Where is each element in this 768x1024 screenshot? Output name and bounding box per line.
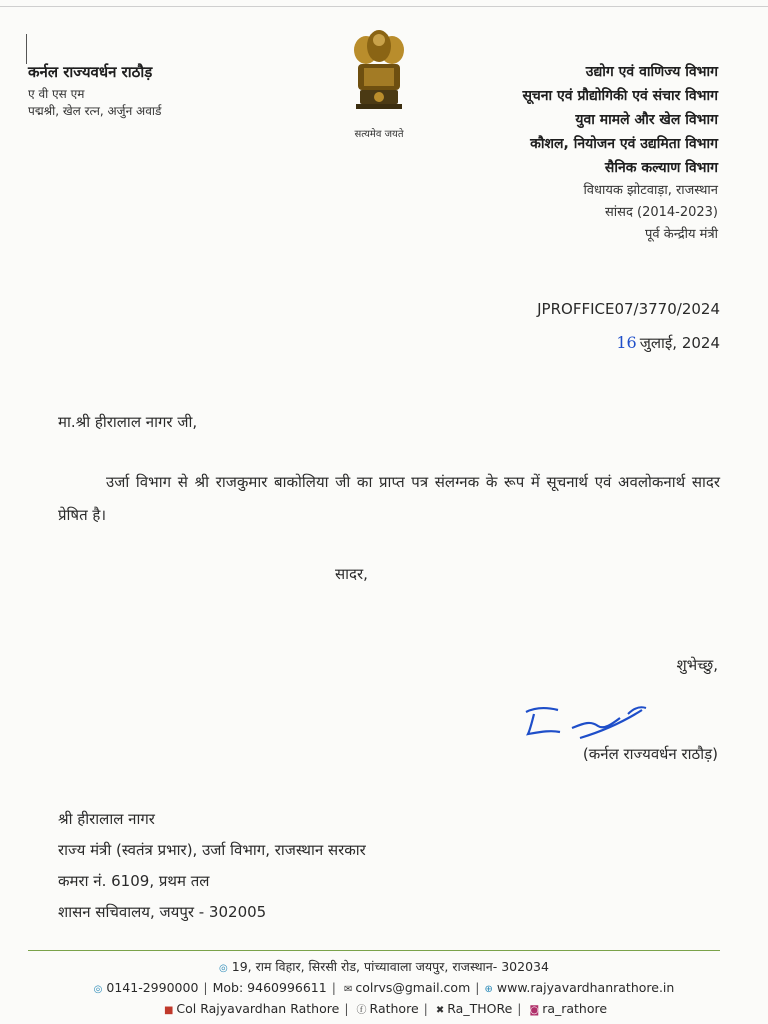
footer-divider xyxy=(28,950,720,951)
handwritten-signature xyxy=(520,702,650,748)
letter-date xyxy=(537,326,720,360)
salutation: मा.श्री हीरालाल नागर जी, xyxy=(58,413,198,431)
reference-block xyxy=(537,292,720,360)
designation-line: सांसद (2014-2023) xyxy=(605,205,718,220)
sender-credentials: ए वी एस एम xyxy=(28,87,85,101)
location-icon: ◎ xyxy=(219,963,228,974)
footer-phone: 0141-2990000 xyxy=(106,980,199,995)
designation-line: विधायक झोटवाड़ा, राजस्थान xyxy=(583,183,718,198)
sender-name: कर्नल राज्यवर्धन राठौड़ xyxy=(28,63,153,81)
margin-mark xyxy=(26,34,27,64)
respect-line: सादर, xyxy=(335,565,368,583)
department-line: सूचना एवं प्रौद्योगिकी एवं संचार विभाग xyxy=(522,88,718,104)
phone-icon: ◎ xyxy=(93,984,103,995)
page-top-edge xyxy=(0,6,768,7)
social-facebook[interactable]: Rathore xyxy=(369,1001,419,1016)
reference-number: JPROFFICE07/3770/2024 xyxy=(537,300,720,318)
footer-address-row xyxy=(0,958,768,975)
footer-website[interactable]: www.rajyavardhanrathore.in xyxy=(496,980,675,995)
footer-contact-row: ◎ 0141-2990000 | Mob: 9460996611 | ✉ colrvs@gmail.com | ⊕ www.rajyavardhanrathore.in xyxy=(93,980,675,995)
footer-email[interactable]: colrvs@gmail.com xyxy=(355,980,471,995)
date-month-year: जुलाई, 2024 xyxy=(639,334,720,352)
facebook-icon: ⓕ xyxy=(356,1005,367,1016)
departments-block xyxy=(522,60,718,246)
sender-awards: पद्मश्री, खेल रत्न, अर्जुन अवार्ड xyxy=(28,104,162,118)
recipient-address xyxy=(58,804,366,928)
department-line: उद्योग एवं वाणिज्य विभाग xyxy=(585,64,718,80)
footer-social-row: ■ Col Rajyavardhan Rathore | ⓕ Rathore | ✖ Ra_THORe | ◙ ra_rathore xyxy=(163,1001,608,1016)
recipient-line: कमरा नं. 6109, प्रथम तल xyxy=(58,872,210,890)
email-icon: ✉ xyxy=(343,984,353,995)
recipient-line: श्री हीरालाल नागर xyxy=(58,810,155,828)
closing-line: शुभेच्छु, xyxy=(676,656,718,674)
department-line: सैनिक कल्याण विभाग xyxy=(604,160,718,176)
social-instagram[interactable]: ra_rathore xyxy=(542,1001,608,1016)
footer-mobile: Mob: 9460996611 xyxy=(212,980,327,995)
emblem-motto: सत्यमेव जयते xyxy=(354,129,404,140)
national-emblem xyxy=(344,28,414,140)
handwritten-day: 16 xyxy=(616,333,637,352)
footer-address: 19, राम विहार, सिरसी रोड, पांच्यावाला जयपुर, राजस्थान- 302034 xyxy=(231,959,549,974)
recipient-line: शासन सचिवालय, जयपुर - 302005 xyxy=(58,903,267,921)
twitter-icon: ✖ xyxy=(435,1005,445,1016)
sender-block xyxy=(28,62,161,120)
department-line: युवा मामले और खेल विभाग xyxy=(575,112,718,128)
department-line: कौशल, नियोजन एवं उद्यमिता विभाग xyxy=(530,136,718,152)
social-youtube[interactable]: Col Rajyavardhan Rathore xyxy=(176,1001,340,1016)
recipient-line: राज्य मंत्री (स्वतंत्र प्रभार), उर्जा विभाग, राजस्थान सरकार xyxy=(58,841,366,859)
globe-icon: ⊕ xyxy=(484,984,493,995)
ashoka-emblem-icon xyxy=(346,28,412,120)
designation-line: पूर्व केन्द्रीय मंत्री xyxy=(644,227,718,242)
youtube-icon: ■ xyxy=(163,1005,174,1016)
letter-body: उर्जा विभाग से श्री राजकुमार बाकोलिया जी का प्राप्त पत्र संलग्नक के रूप में सूचनार्थ एवं अवलोकनार्थ सादर प्रेषित है। xyxy=(58,473,720,524)
signatory-name: (कर्नल राज्यवर्धन राठौड़) xyxy=(582,745,718,763)
instagram-icon: ◙ xyxy=(529,1005,540,1016)
social-twitter[interactable]: Ra_THORe xyxy=(447,1001,513,1016)
